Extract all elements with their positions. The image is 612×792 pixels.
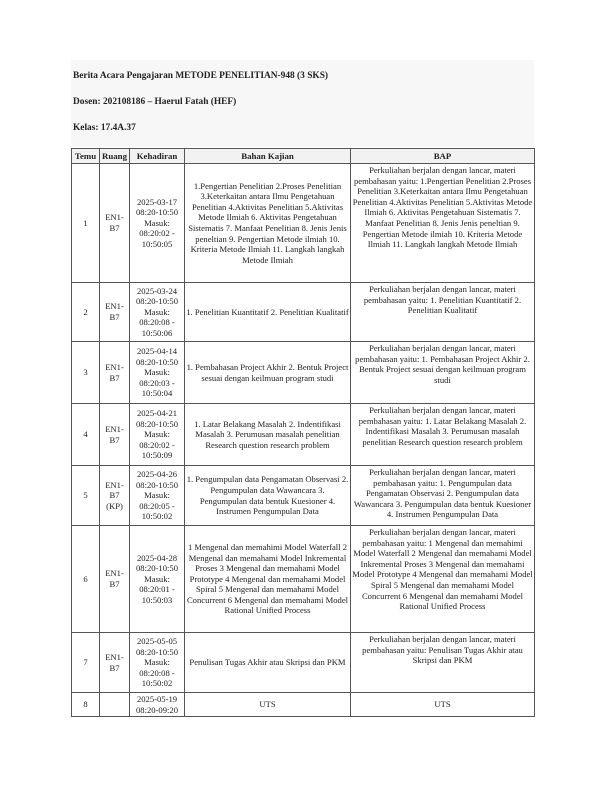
cell-bap: Perkuliahan berjalan dengan lancar, materi pembahasan yaitu: 1. Pembahasan Project Akhir 2. Bentuk Project sesuai dengan keilmuan program studi bbox=[351, 342, 535, 404]
cell-bap: UTS bbox=[351, 693, 535, 717]
cell-kehadiran: 2025-04-26 08:20-10:50 Masuk: 08:20:05 - 10:50:02 bbox=[130, 466, 185, 526]
cell-temu: 5 bbox=[72, 466, 100, 526]
cell-ruang: EN1-B7 bbox=[100, 404, 130, 466]
cell-bahan-kajian: 1. Penelitian Kuantitatif 2. Penelitian Kualitatif bbox=[185, 283, 351, 342]
cell-bahan-kajian: 1 Mengenal dan memahimi Model Waterfall 2 Mengenal dan memahami Model Inkremental Proses 3 Mengenal dan memahami Model Prototype 4 Mengenal dan memahami Model Spiral 5 Mengenal dan memahami Model Concurrent 6 Mengenal dan memahami Model Rational Unified Process bbox=[185, 526, 351, 633]
table-row bbox=[72, 404, 535, 466]
column-header-ruang: Ruang bbox=[100, 149, 130, 164]
cell-kehadiran: 2025-05-05 08:20-10:50 Masuk: 08:20:08 - 10:50:02 bbox=[130, 633, 185, 693]
column-header-bahan-kajian: Bahan Kajian bbox=[185, 149, 351, 164]
column-header-temu: Temu bbox=[72, 149, 100, 164]
teaching-report-table bbox=[71, 148, 535, 717]
table-row bbox=[72, 342, 535, 404]
table-row bbox=[72, 526, 535, 633]
cell-temu: 1 bbox=[72, 164, 100, 283]
column-header-bap: BAP bbox=[351, 149, 535, 164]
cell-temu: 3 bbox=[72, 342, 100, 404]
cell-temu: 8 bbox=[72, 693, 100, 717]
cell-temu: 6 bbox=[72, 526, 100, 633]
cell-bahan-kajian: 1. Latar Belakang Masalah 2. Indentifikasi Masalah 3. Perumusan masalah penelitian Research question research problem bbox=[185, 404, 351, 466]
cell-bap: Perkuliahan berjalan dengan lancar, materi pembahasan yaitu: 1. Penelitian Kuantitatif 2. Penelitian Kualitatif bbox=[351, 283, 535, 342]
table-row bbox=[72, 164, 535, 283]
cell-ruang: EN1-B7 bbox=[100, 633, 130, 693]
cell-kehadiran: 2025-03-24 08:20-10:50 Masuk: 08:20:08 - 10:50:06 bbox=[130, 283, 185, 342]
cell-bap: Perkuliahan berjalan dengan lancar, materi pembahasan yaitu: Penulisan Tugas Akhir atau Skripsi dan PKM bbox=[351, 633, 535, 693]
cell-ruang: EN1-B7 bbox=[100, 342, 130, 404]
cell-kehadiran: 2025-03-17 08:20-10:50 Masuk: 08:20:02 - 10:50:05 bbox=[130, 164, 185, 283]
cell-temu: 4 bbox=[72, 404, 100, 466]
table-row bbox=[72, 633, 535, 693]
cell-ruang: EN1-B7 bbox=[100, 526, 130, 633]
cell-bahan-kajian: 1. Pengumpulan data Pengamatan Observasi 2. Pengumpulan data Wawancara 3. Pengumpulan data bentuk Kuesioner 4. Instrumen Pengumpulan Data bbox=[185, 466, 351, 526]
cell-bahan-kajian: UTS bbox=[185, 693, 351, 717]
cell-kehadiran: 2025-05-19 08:20-09:20 bbox=[130, 693, 185, 717]
cell-bap: Perkuliahan berjalan dengan lancar, materi pembahasan yaitu: 1.Pengertian Penelitian 2.Proses Penelitian 3.Keterkaitan antara Ilmu Pengetahuan Penelitian 4.Aktivitas Penelitian 5.Aktivitas Metode Ilmiah 6. Aktivitas Pengetahuan Sistematis 7. Manfaat Penelitian 8. Jenis Jenis peneltian 9. Pengertian Metode ilmiah 10. Kriteria Metode Ilmiah 11. Langkah langkah Metode Ilmiah bbox=[351, 164, 535, 283]
cell-bahan-kajian: 1.Pengertian Penelitian 2.Proses Penelitian 3.Keterkaitan antara Ilmu Pengetahuan Penelitian 4.Aktivitas Penelitian 5.Aktivitas Metode Ilmiah 6. Aktivitas Pengetahuan Sistematis 7. Manfaat Penelitian 8. Jenis Jenis peneltian 9. Pengertian Metode ilmiah 10. Kriteria Metode Ilmiah 11. Langkah langkah Metode Ilmiah bbox=[185, 164, 351, 283]
cell-bahan-kajian: 1. Pembahasan Project Akhir 2. Bentuk Project sesuai dengan keilmuan program studi bbox=[185, 342, 351, 404]
table-row bbox=[72, 693, 535, 717]
cell-kehadiran: 2025-04-28 08:20-10:50 Masuk: 08:20:01 - 10:50:03 bbox=[130, 526, 185, 633]
cell-bahan-kajian: Penulisan Tugas Akhir atau Skripsi dan PKM bbox=[185, 633, 351, 693]
class-line: Kelas: 17.4A.37 bbox=[73, 123, 136, 133]
cell-kehadiran: 2025-04-14 08:20-10:50 Masuk: 08:20:03 - 10:50:04 bbox=[130, 342, 185, 404]
lecturer-line: Dosen: 202108186 – Haerul Fatah (HEF) bbox=[73, 97, 237, 107]
cell-bap: Perkuliahan berjalan dengan lancar, materi pembahasan yaitu: 1. Latar Belakang Masalah 2. Indentifikasi Masalah 3. Perumusan masalah penelitian Research question research problem bbox=[351, 404, 535, 466]
table-header-row bbox=[72, 149, 535, 164]
cell-bap: Perkuliahan berjalan dengan lancar, materi pembahasan yaitu: 1. Pengumpulan data Pengamatan Observasi 2. Pengumpulan data Wawancara 3. Pengumpulan data bentuk Kuesioner 4. Instrumen Pengumpulan Data bbox=[351, 466, 535, 526]
column-header-kehadiran: Kehadiran bbox=[130, 149, 185, 164]
cell-ruang: EN1-B7 bbox=[100, 283, 130, 342]
cell-ruang: EN1-B7 bbox=[100, 164, 130, 283]
cell-temu: 2 bbox=[72, 283, 100, 342]
cell-ruang bbox=[100, 693, 130, 717]
cell-kehadiran: 2025-04-21 08:20-10:50 Masuk: 08:20:02 - 10:50:09 bbox=[130, 404, 185, 466]
document-title: Berita Acara Pengajaran METODE PENELITIAN-948 (3 SKS) bbox=[73, 71, 329, 81]
cell-temu: 7 bbox=[72, 633, 100, 693]
cell-bap: Perkuliahan berjalan dengan lancar, materi pembahasan yaitu: 1 Mengenal dan memahimi Model Waterfall 2 Mengenal dan memahami Model Inkremental Proses 3 Mengenal dan memahami Model Prototype 4 Mengenal dan memahami Model Spiral 5 Mengenal dan memahami Model Concurrent 6 Mengenal dan memahami Model Rational Unified Process bbox=[351, 526, 535, 633]
table-row bbox=[72, 466, 535, 526]
table-row bbox=[72, 283, 535, 342]
cell-ruang: EN1-B7 (KP) bbox=[100, 466, 130, 526]
